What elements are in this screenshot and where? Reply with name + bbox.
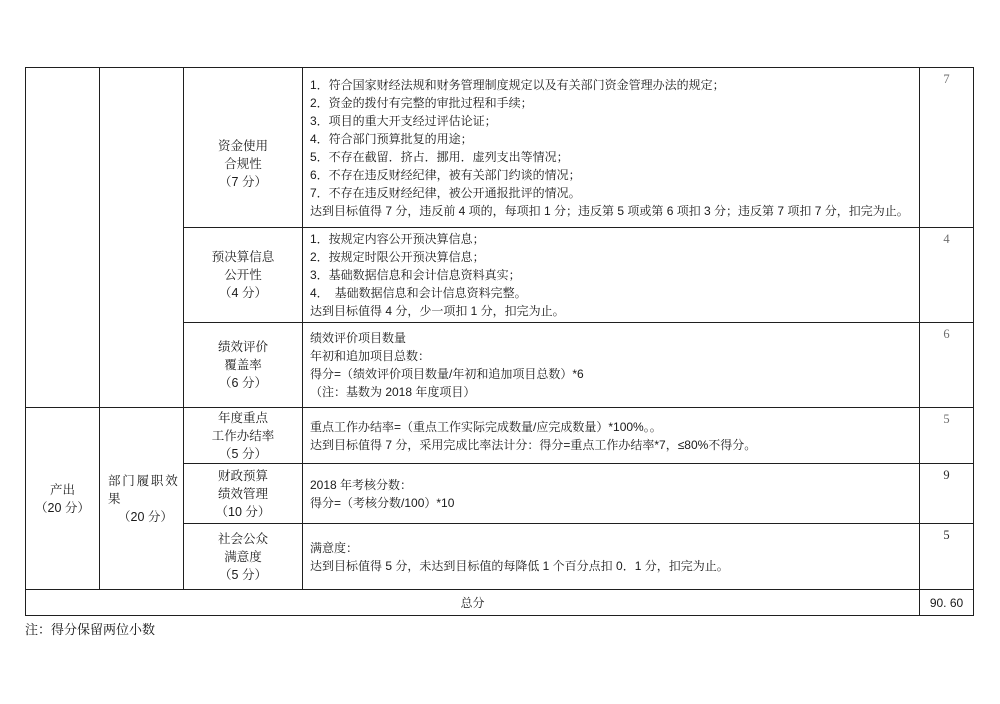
indicator-line: 合规性	[224, 156, 262, 171]
score-value: 5	[943, 528, 950, 542]
score-value: 5	[943, 412, 950, 426]
indicator-budget-disclosure	[184, 228, 303, 323]
criteria-line: 5．不存在截留．挤占．挪用．虚列支出等情况；	[310, 149, 569, 164]
criteria-line: 4． 基础数据信息和会计信息资料完整。	[310, 286, 527, 300]
indicator-points: （4 分）	[219, 286, 267, 300]
formula-line: 得分=（考核分数/100）*10	[310, 495, 455, 510]
indicator-points: （5 分）	[219, 446, 267, 461]
indicator-points: （5 分）	[219, 567, 267, 582]
row-key-work-completion	[26, 408, 974, 464]
row-fund-compliance	[26, 68, 974, 228]
criteria-line: 2．资金的拨付有完整的审批过程和手续；	[310, 95, 533, 110]
scoring-rule-line: 达到目标值得 7 分，采用完成比率法计分：得分=重点工作办结率*7，≤80%不得分。	[310, 437, 757, 452]
indicator-points: （10 分）	[215, 504, 271, 519]
indicator-line: 绩效评价	[217, 340, 268, 354]
evaluation-sheet	[25, 67, 974, 616]
indicator-line: 预决算信息	[211, 250, 275, 264]
criteria-fund-compliance	[303, 68, 920, 228]
score-fund-compliance	[920, 68, 974, 228]
remark-line: （注：基数为 2018 年度项目）	[310, 385, 476, 399]
score-value: 7	[943, 72, 950, 86]
score-value: 4	[943, 232, 950, 246]
criteria-line: 1．按规定内容公开预决算信息；	[310, 232, 485, 246]
level2-label-wrap: 果	[108, 491, 121, 506]
indicator-line: 年度重点	[217, 410, 268, 425]
criteria-key-work-completion	[303, 408, 920, 464]
level2-cell-continued	[100, 68, 184, 408]
criteria-line: 6．不存在违反财经纪律，被有关部门约谈的情况；	[310, 167, 581, 182]
score-evaluation-coverage	[920, 323, 974, 408]
footnote: 注：得分保留两位小数	[25, 622, 156, 637]
scoring-rule-line: 达到目标值得 5 分，未达到目标值的每降低 1 个百分点扣 0．1 分，扣完为止。	[310, 558, 729, 573]
criteria-budget-performance-mgmt	[303, 464, 920, 524]
criteria-line: 7．不存在违反财经纪律，被公开通报批评的情况。	[310, 185, 581, 200]
total-score-value: 90. 60	[929, 595, 964, 610]
criteria-line: 2．按规定时限公开预决算信息；	[310, 250, 485, 264]
indicator-points: （7 分）	[219, 174, 267, 189]
indicator-line: 公开性	[224, 268, 262, 282]
indicator-line: 资金使用	[217, 138, 268, 153]
indicator-line: 绩效管理	[217, 486, 268, 501]
level1-label: 产出	[49, 482, 75, 497]
criteria-line: 3．基础数据信息和会计信息资料真实；	[310, 268, 521, 282]
criteria-budget-disclosure	[303, 228, 920, 323]
formula-line: 重点工作办结率=（重点工作实际完成数量/应完成数量）*100%。。	[310, 419, 662, 434]
indicator-points: （6 分）	[219, 376, 267, 390]
level1-points: （20 分）	[35, 500, 90, 515]
level2-points: （20 分）	[118, 509, 173, 524]
indicator-line: 工作办结率	[211, 428, 275, 443]
criteria-public-satisfaction	[303, 524, 920, 590]
level2-label: 部门履职效	[108, 473, 180, 488]
criteria-line: 满意度：	[310, 540, 359, 555]
criteria-line: 3．项目的重大开支经过评估论证；	[310, 113, 497, 128]
level1-cell-continued	[26, 68, 100, 408]
indicator-line: 满意度	[224, 549, 262, 564]
scoring-rule-line: 达到目标值得 4 分，少一项扣 1 分，扣完为止。	[310, 304, 565, 318]
criteria-line: 年初和追加项目总数：	[310, 349, 431, 363]
total-label-cell	[26, 590, 920, 616]
indicator-evaluation-coverage	[184, 323, 303, 408]
criteria-line: 2018 年考核分数：	[310, 477, 413, 492]
level2-duty-performance-cell	[100, 408, 184, 590]
score-public-satisfaction	[920, 524, 974, 590]
score-value: 9	[943, 468, 950, 482]
row-total	[26, 590, 974, 616]
criteria-evaluation-coverage	[303, 323, 920, 408]
criteria-line: 绩效评价项目数量	[310, 331, 407, 345]
total-label: 总分	[460, 595, 485, 610]
criteria-line: 1．符合国家财经法规和财务管理制度规定以及有关部门资金管理办法的规定；	[310, 77, 725, 92]
scoring-rule-line: 达到目标值得 7 分，违反前 4 项的，每项扣 1 分；违反第 5 项或第 6 项扣 3 分；违反第 7 项扣 7 分，扣完为止。	[310, 203, 909, 218]
indicator-public-satisfaction	[184, 524, 303, 590]
criteria-line: 4．符合部门预算批复的用途；	[310, 131, 473, 146]
indicator-budget-performance-mgmt	[184, 464, 303, 524]
score-budget-disclosure	[920, 228, 974, 323]
indicator-line: 财政预算	[217, 468, 268, 483]
level1-output-cell	[26, 408, 100, 590]
performance-evaluation-table	[25, 67, 974, 616]
indicator-line: 覆盖率	[224, 358, 262, 372]
score-value: 6	[943, 327, 950, 341]
total-score-cell	[920, 590, 974, 616]
indicator-fund-compliance	[184, 68, 303, 228]
score-budget-performance-mgmt	[920, 464, 974, 524]
formula-line: 得分=（绩效评价项目数量/年初和追加项目总数）*6	[310, 367, 584, 381]
indicator-line: 社会公众	[217, 531, 268, 546]
score-key-work-completion	[920, 408, 974, 464]
indicator-key-work-completion	[184, 408, 303, 464]
